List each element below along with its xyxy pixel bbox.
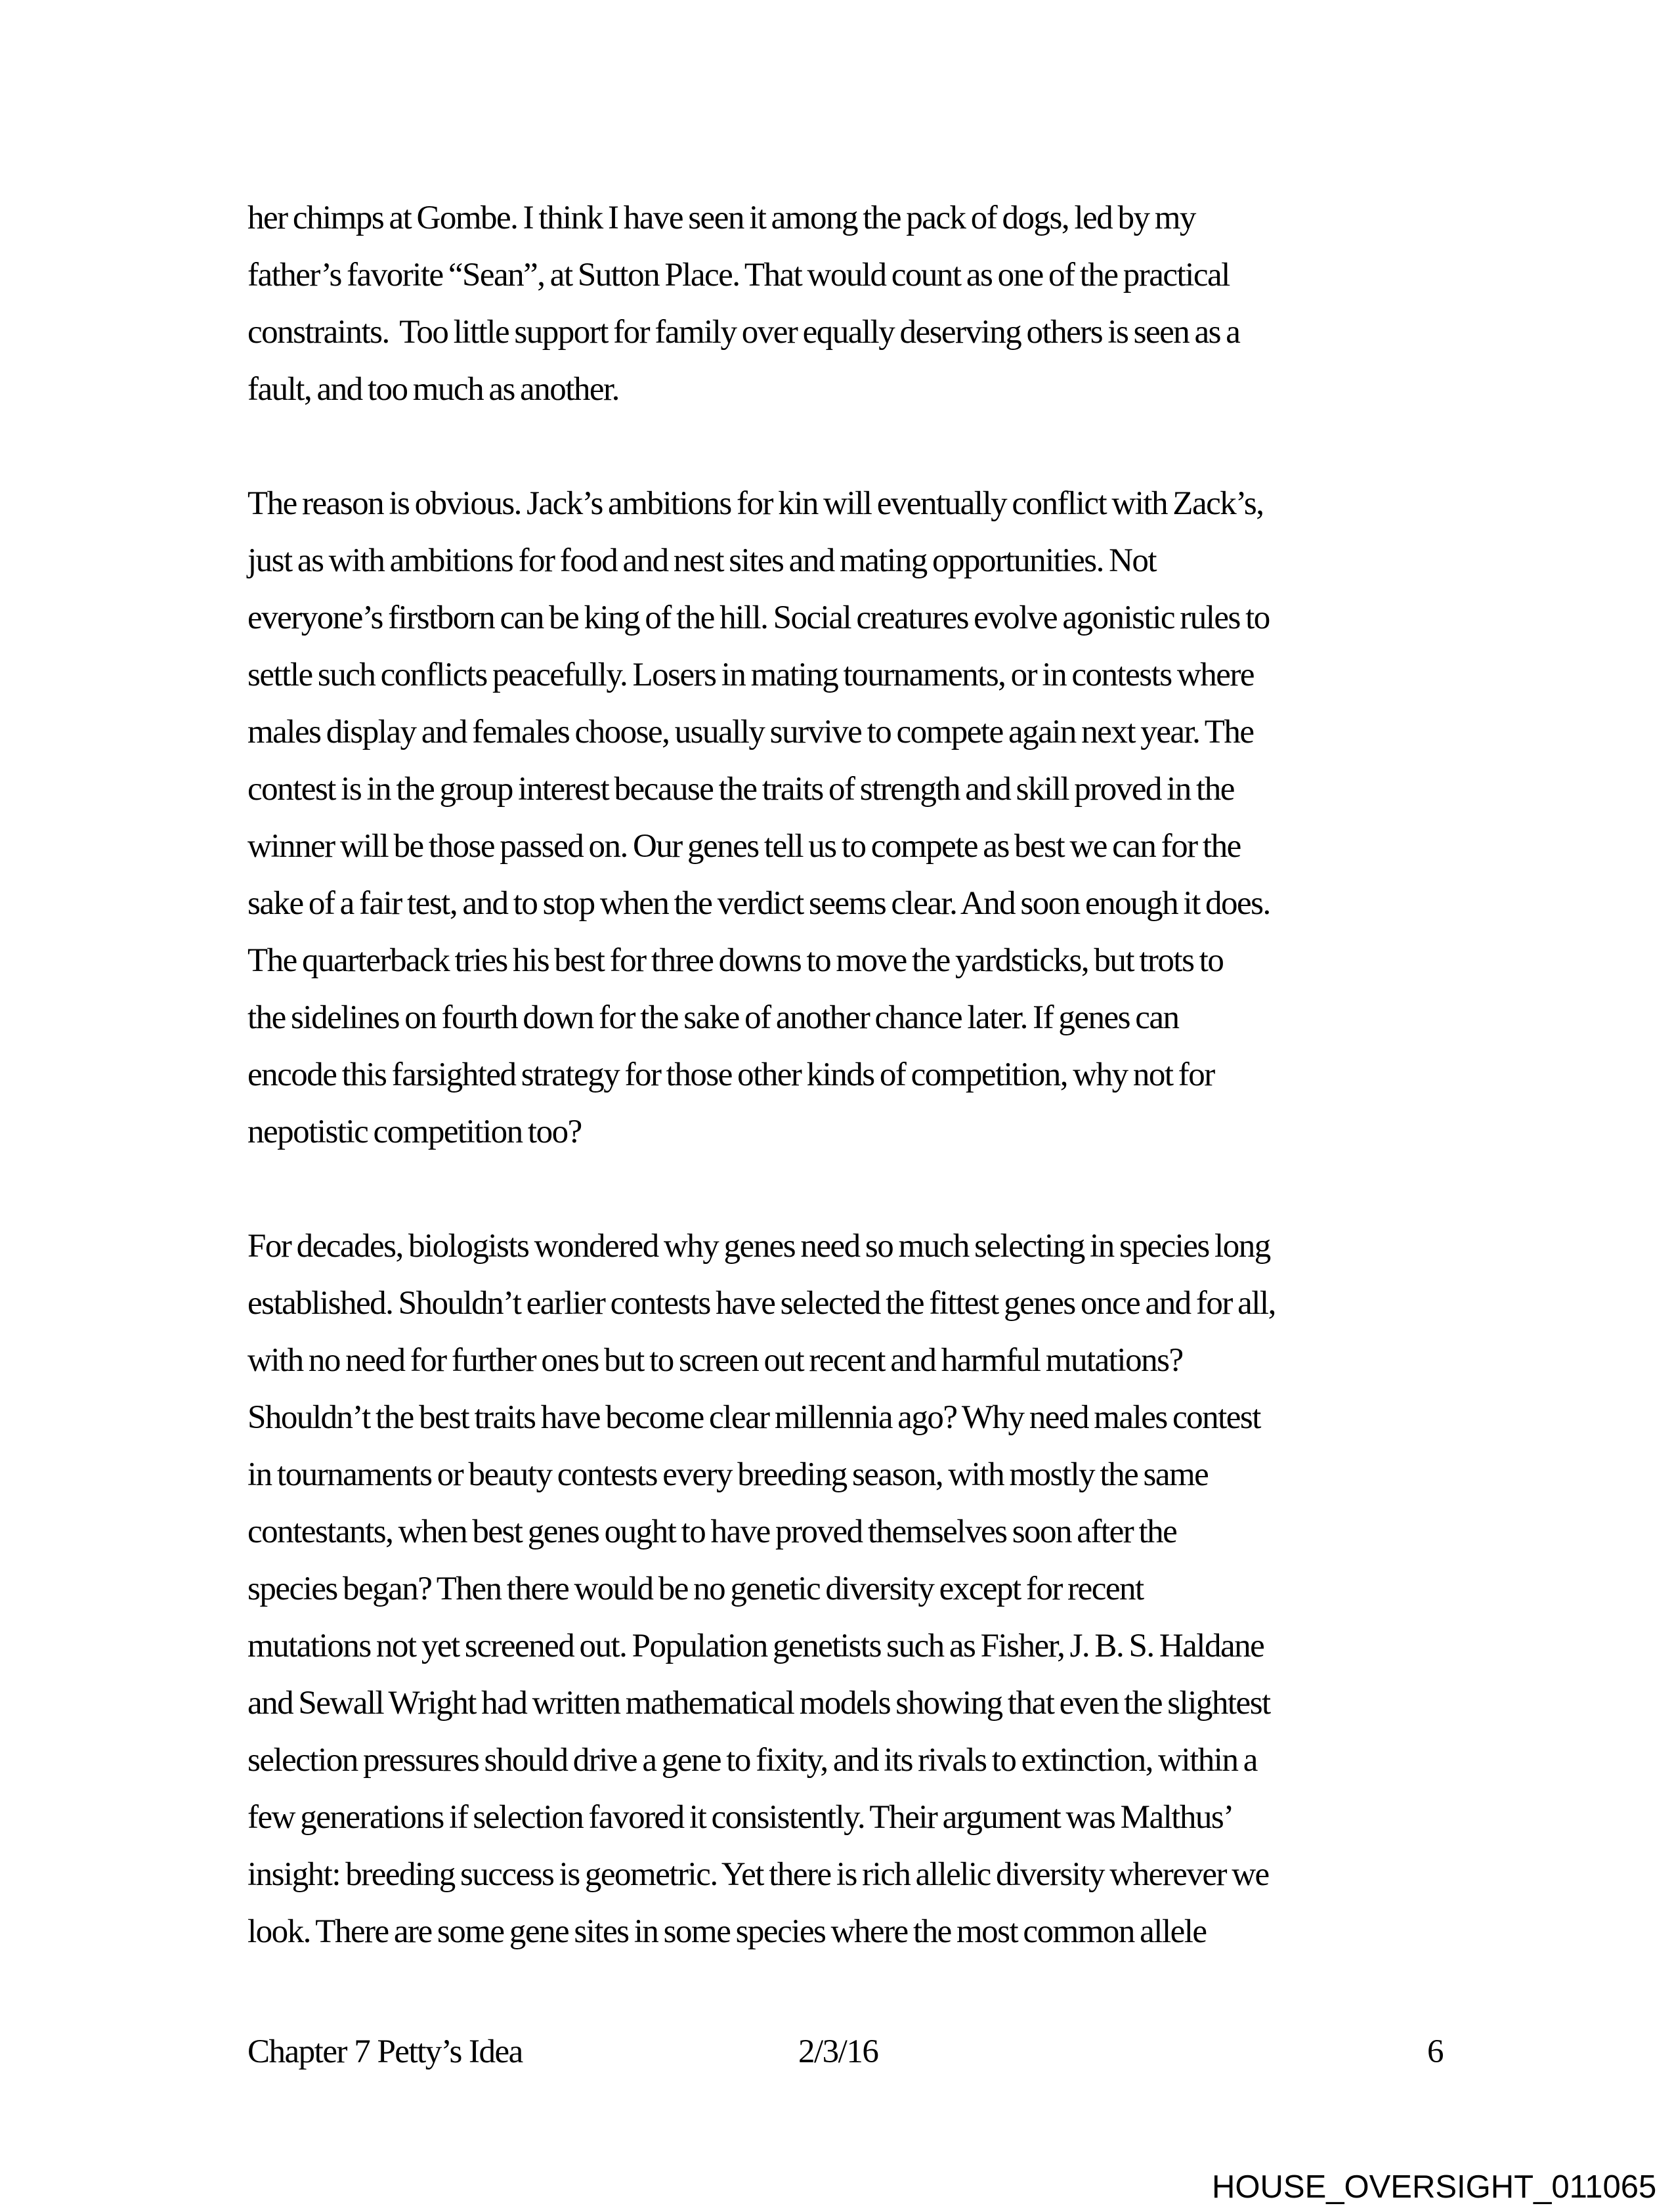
paragraph-3 — [247, 1218, 1429, 1961]
text-line: everyone’s firstborn can be king of the hill. Social creatures evolve agonistic rules to — [247, 599, 1270, 636]
manuscript-body — [247, 190, 1429, 1961]
page-footer — [0, 2024, 1674, 2081]
text-line: The reason is obvious. Jack’s ambitions for kin will eventually conflict with Zack’s, — [247, 485, 1264, 522]
text-line: fault, and too much as another. — [247, 371, 619, 408]
text-line: winner will be those passed on. Our genes tell us to compete as best we can for the — [247, 828, 1241, 865]
text-line: with no need for further ones but to screen out recent and harmful mutations? — [247, 1342, 1183, 1379]
text-line: look. There are some gene sites in some species where the most common allele — [247, 1913, 1207, 1950]
text-line: encode this farsighted strategy for those other kinds of competition, why not for — [247, 1056, 1214, 1093]
footer-chapter-title: Chapter 7 Petty’s Idea — [247, 2033, 523, 2070]
text-line: mutations not yet screened out. Population genetists such as Fisher, J. B. S. Haldane — [247, 1628, 1264, 1664]
text-line: just as with ambitions for food and nest sites and mating opportunities. Not — [247, 542, 1157, 579]
text-line: the sidelines on fourth down for the sake of another chance later. If genes can — [247, 999, 1179, 1036]
text-line: settle such conflicts peacefully. Losers in mating tournaments, or in contests where — [247, 657, 1254, 693]
bates-stamp: HOUSE_OVERSIGHT_011065 — [1212, 2169, 1657, 2205]
text-line: nepotistic competition too? — [247, 1114, 582, 1150]
paragraph-1 — [247, 190, 1429, 418]
text-line: The quarterback tries his best for three downs to move the yardsticks, but trots to — [247, 942, 1224, 979]
text-line: established. Shouldn’t earlier contests have selected the fittest genes once and for all, — [247, 1285, 1276, 1322]
text-line: sake of a fair test, and to stop when the verdict seems clear. And soon enough it does. — [247, 885, 1270, 922]
text-line: insight: breeding success is geometric. Yet there is rich allelic diversity wherever we — [247, 1856, 1269, 1893]
text-line: and Sewall Wright had written mathematical models showing that even the slightest — [247, 1685, 1270, 1722]
text-line: her chimps at Gombe. I think I have seen it among the pack of dogs, led by my — [247, 200, 1195, 236]
text-line: few generations if selection favored it consistently. Their argument was Malthus’ — [247, 1799, 1234, 1836]
text-line: selection pressures should drive a gene to fixity, and its rivals to extinction, within a — [247, 1742, 1257, 1779]
text-line: father’s favorite “Sean”, at Sutton Place. That would count as one of the practical — [247, 257, 1230, 293]
text-line: contest is in the group interest because the traits of strength and skill proved in the — [247, 771, 1234, 808]
text-line: contestants, when best genes ought to have proved themselves soon after the — [247, 1513, 1177, 1550]
text-line: in tournaments or beauty contests every breeding season, with mostly the same — [247, 1456, 1209, 1493]
text-line: Shouldn’t the best traits have become clear millennia ago? Why need males contest — [247, 1399, 1260, 1436]
text-line: species began? Then there would be no genetic diversity except for recent — [247, 1571, 1144, 1607]
text-line: For decades, biologists wondered why genes need so much selecting in species long — [247, 1228, 1270, 1265]
footer-page-number: 6 — [1427, 2033, 1443, 2070]
text-line: constraints. Too little support for family over equally deserving others is seen as a — [247, 314, 1240, 351]
footer-date: 2/3/16 — [798, 2033, 878, 2070]
text-line: males display and females choose, usually survive to compete again next year. The — [247, 714, 1254, 750]
paragraph-2 — [247, 475, 1429, 1161]
